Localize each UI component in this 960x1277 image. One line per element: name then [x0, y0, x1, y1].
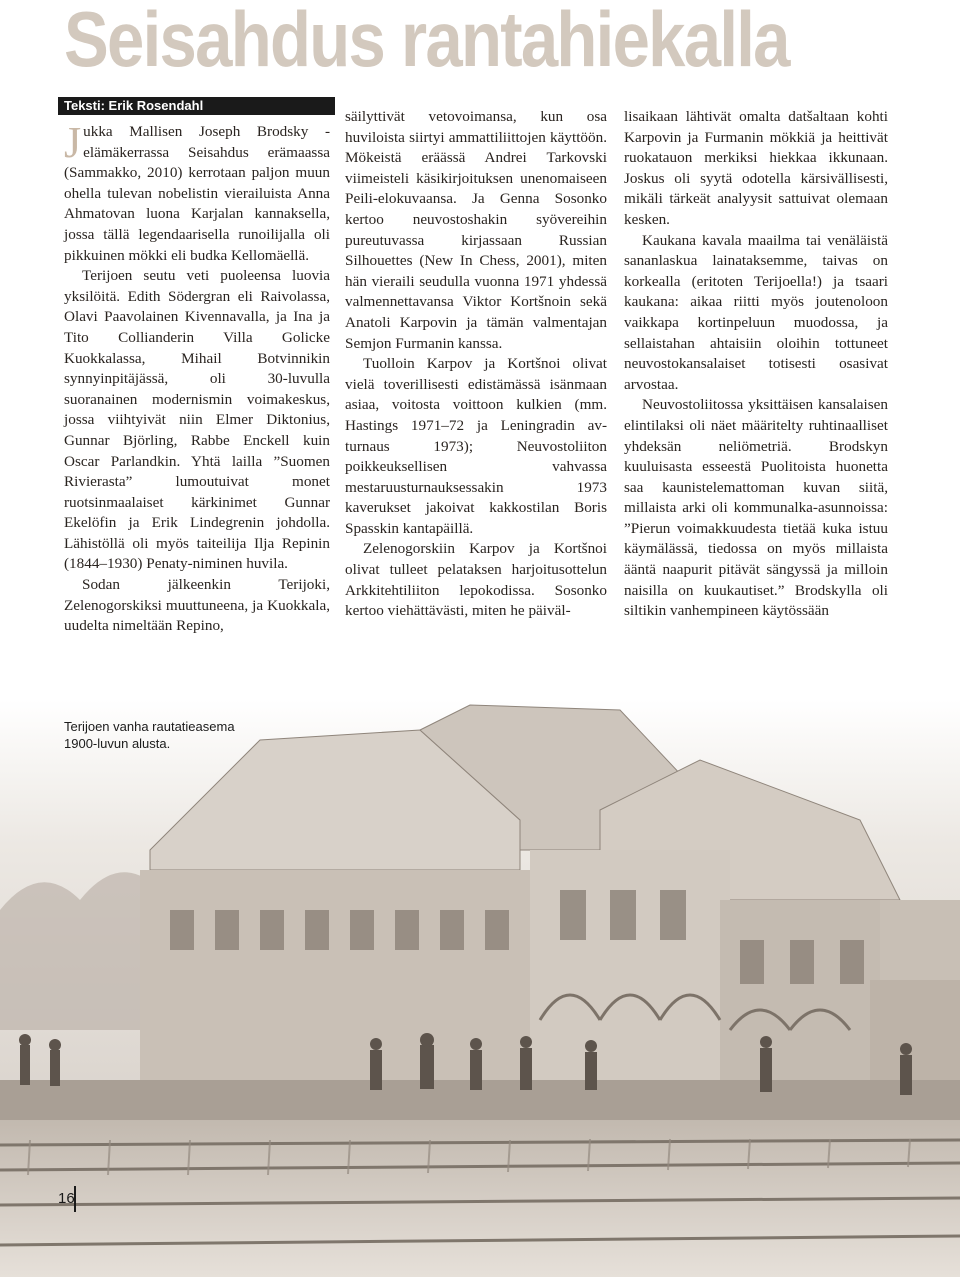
byline: Teksti: Erik Rosendahl: [58, 97, 335, 115]
paragraph: Zelenogorskiin Karpov ja Kortšnoi olivat tulleet pelataksen harjoitusottelun Arkkitehtiliiton lepokodissa. Sosonko kertoo viehättävästi, miten he päiväl-: [345, 540, 607, 620]
text-column-1: [64, 118, 330, 637]
text-column-2: [345, 107, 607, 622]
text-column-3: [624, 107, 888, 622]
paragraph: säilyttivät vetovoimansa, kun osa huviloista siirtyi ammattiliittojen käyttöön. Mökeistä eräässä Andrei Tarkovski viimeisteli käsikirjoituksen unenomaiseen Peili-elokuvaansa. Ja Genna Sosonko kertoo neuvostoshakin syövereihin pureutuvassa kirjassaan Russian Silhouettes (New In Chess, 2001), miten hän vieraili seudulla vuonna 1971 yhdessä valmennettavansa Viktor Kortšnoin sekä Anatoli Karpovin ja tämän valmentajan Semjon Furmanin kanssa.: [345, 108, 607, 352]
page-number: 16: [58, 1190, 75, 1207]
article-title: Seisahdus rantahiekalla: [64, 0, 789, 83]
railway-station-photo: [0, 700, 960, 1277]
paragraph: Terijoen seutu veti puoleensa luovia yksilöitä. Edith Södergran eli Raivolassa, Olavi Paavolainen Kivennavalla, ja Ina ja Tito Collianderin Villa Golicke Kuokkalassa, Mihail Botvinnikin synnyinpitäjässä, oli 30-luvulla suoranainen modernismin voimakeskus, jossa viihtyivät niin Elmer Diktonius, Gunnar Björling, Rabbe Enckell kuin Oscar Parlandkin. Yhtä lailla ”Suomen Rivierasta” lumoutuivat monet ruotsinmaalaiset kärkinimet Gunnar Ekelöfin ja Erik Lindegrenin johdolla. Lähistöllä oli myös taiteilija Ilja Repinin (1844–1930) Penaty-niminen huvila.: [64, 267, 330, 573]
paragraph: Neuvostoliitossa yksittäisen kansalaisen elintilaksi oli näet määritelty ruhtinaalliset yhdeksän neliömetriä. Brodskyn kuuluisasta esseestä Puolitoista huonetta saa kaunistelemattoman kuvan siitä, millaista arki oli kommunalka-asunnoissa: ”Pierun voimakkuudesta tietää kuka istuu käymälässä, tiedossa on myös millaista ääntä naapurit pitävät sängyssä ja milloin naisilla on kuukautiset.” Brodskylla oli siltikin vanhempineen käytössään: [624, 396, 888, 620]
drop-cap: J: [64, 118, 82, 167]
paragraph: Sodan jälkeenkin Terijoki, Zelenogorskiksi muuttuneena, ja Kuokkala, uudelta nimeltään Repino,: [64, 576, 330, 635]
photo-caption: Terijoen vanha rautatieasema 1900-luvun alusta.: [64, 719, 235, 751]
paragraph: Tuolloin Karpov ja Kortšnoi olivat vielä toverillisesti edistämässä isänmaan asiaa, voitosta voittoon kulkien (mm. Hastings 1971–72 ja Leningradin av-turnaus 1973); Neuvostoliiton poikkeuksellisen vahvassa mestaruusturnauksessakin 1973 kaverukset jakoivat kakkostilan Boris Spasskin kantapäillä.: [345, 355, 607, 537]
paragraph: lisaikaan lähtivät omalta datšaltaan kohti Karpovin ja Furmanin mökkiä ja heittivät ruokatauon merkiksi hiekkaa ikkunaan. Joskus oli syytä odotella kärsivällisesti, mikäli tärkeät analyysit sattuivat olemaan kesken.: [624, 108, 888, 228]
paragraph: Jukka Mallisen Joseph Brodsky -elämäkerrassa Seisahdus erämaassa (Sammakko, 2010) kerrotaan paljon muun ohella tulevan nobelistin vierailuista Anna Ahmatovan luona Karjalan kannaksella, jossa tällä legendaarisella runoilijalla oli pikkuinen mökki eli budka Kellomäellä.: [64, 118, 330, 264]
paragraph: Kaukana kavala maailma tai venäläistä sananlaskua lainataksemme, taivas on korkealla (eritoten Terijoella!) ja tsaari kaukana: aikaa riitti myös joutenoloon vaikkapa kortinpeluun muodossa, ja sellaistahan ahtaisiin oloihin tottuneet neuvostokansalaiset totisesti osasivat arvostaa.: [624, 231, 888, 393]
